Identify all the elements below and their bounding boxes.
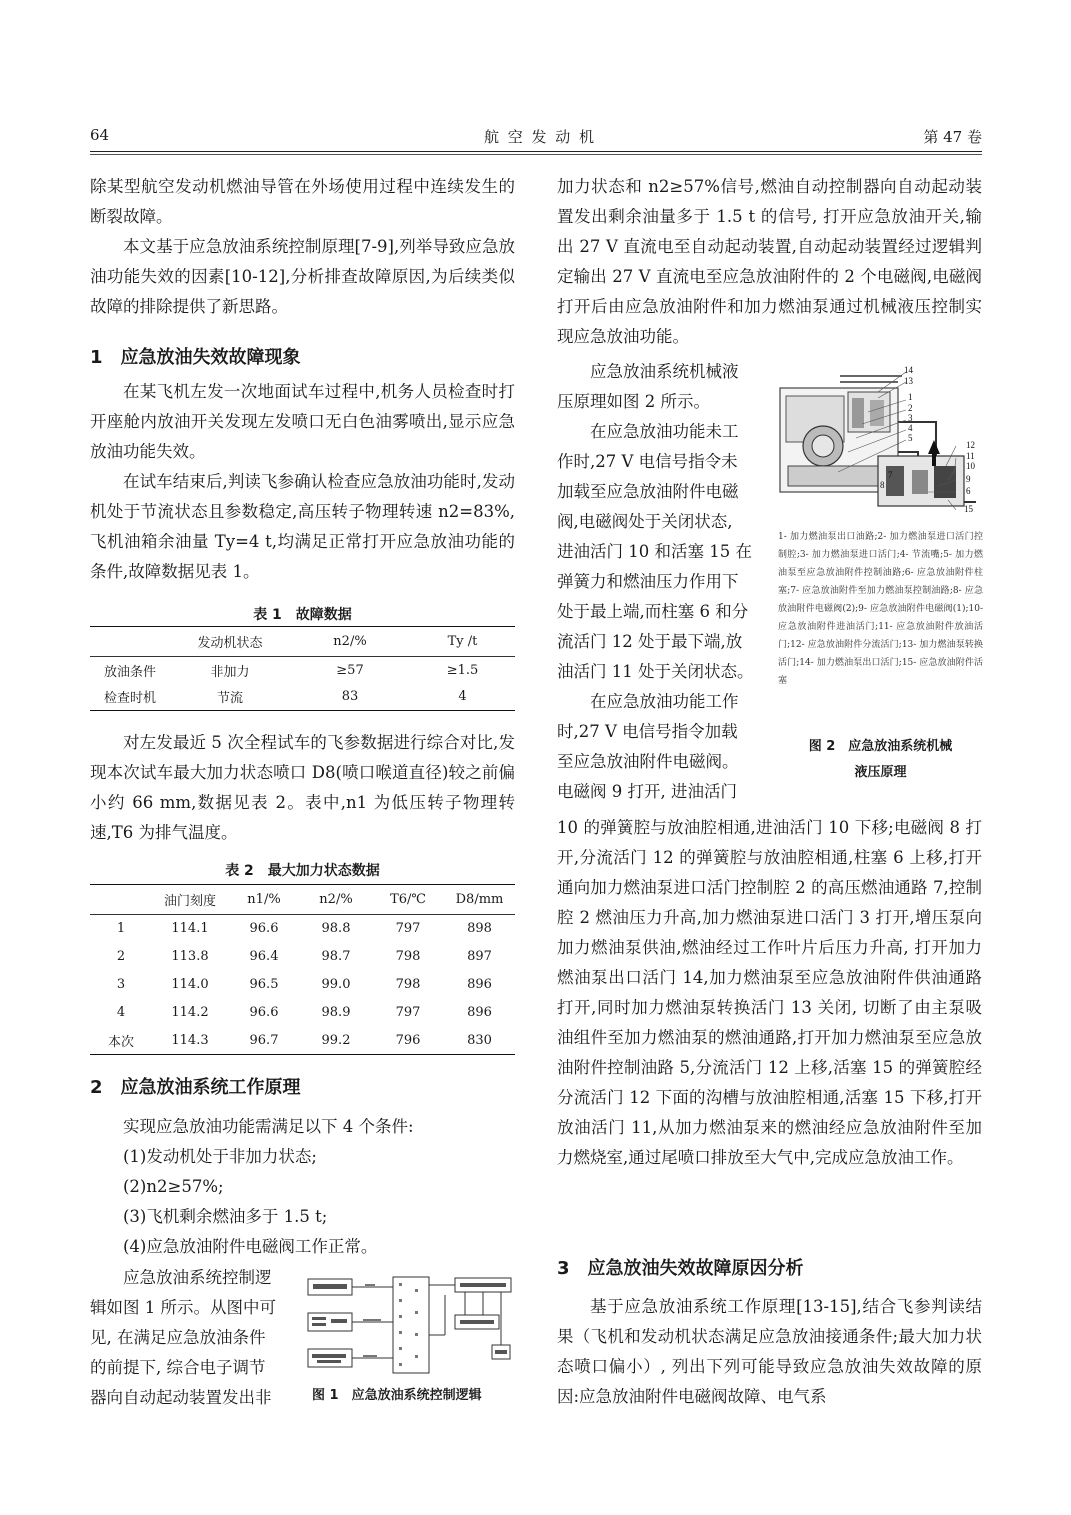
fig2-label: 10 bbox=[966, 461, 975, 471]
condition-item: (2)n2≥57%; bbox=[123, 1177, 224, 1196]
fig2-label: 3 bbox=[908, 413, 913, 423]
table-header-row: 发动机状态 n2/% Ty /t bbox=[90, 627, 515, 657]
paragraph: 加力状态和 n2≥57%信号,燃油自动控制器向自动起动装置发出剩余油量多于 1.5 t 的信号, 打开应急放油开关,输出 27 V 直流电至自动起动装置,自动起动装置经过逻辑判定输出 27 V 直流电至应急放油附件的 2 个电磁阀,电磁阀打开后由应急放油附件和加力燃油泵通过机械液压控制实现应急放油功能。 bbox=[557, 177, 982, 346]
volume-label: 第 47 卷 bbox=[923, 128, 982, 146]
condition-item: (1)发动机处于非加力状态; bbox=[123, 1147, 317, 1166]
fig2-label: 5 bbox=[908, 433, 913, 443]
table-row: 检查时机 节流 83 4 bbox=[90, 684, 515, 711]
fig2-label: 9 bbox=[966, 474, 971, 484]
fig2-label: 8 bbox=[880, 480, 885, 490]
table-row: 本次 114.3 96.7 99.2 796 830 bbox=[90, 1027, 515, 1055]
fig2-label: 1 bbox=[908, 392, 913, 402]
table-row: 放油条件 非加力 ≥57 ≥1.5 bbox=[103, 662, 479, 680]
control-logic-diagram bbox=[305, 1275, 517, 1375]
figure-1 bbox=[305, 1275, 517, 1375]
condition-item: (4)应急放油附件电磁阀工作正常。 bbox=[123, 1237, 378, 1256]
paragraph: 在某飞机左发一次地面试车过程中,机务人员检查时打开座舱内放油开关发现左发喷口无白色油雾喷出,显示应急放油功能失效。 bbox=[90, 382, 515, 461]
paragraph: 在试车结束后,判读飞参确认检查应急放油功能时,发动机处于节流状态且参数稳定,高压转子物理转速 n2=83%,飞机油箱余油量 Ty=4 t,均满足正常打开应急放油功能的条件,故障数据见表 1。 bbox=[90, 472, 515, 581]
fig2-caption: 图 2 应急放油系统机械 液压原理 bbox=[808, 739, 953, 780]
table-row: 4 114.2 96.6 98.9 797 896 bbox=[116, 1005, 492, 1020]
hydraulic-diagram bbox=[778, 362, 982, 522]
header-rule-thin bbox=[90, 154, 982, 155]
table-row: 2 113.8 96.4 98.7 798 897 bbox=[116, 949, 492, 964]
figure-2 bbox=[778, 362, 982, 522]
right-column bbox=[557, 172, 982, 352]
fig2-wrap-text: 应急放油系统机械液 压原理如图 2 所示。 在应急放油功能未工 作时,27 V 电信号指令未 加载至应急放油附件电磁 阀,电磁阀处于关闭状态, 进油活门 10 和活塞 15 在 弹簧力和燃油压力作用下 处于最上端,而柱塞 6 和分 流活门 12 处于最下端,放 油活门 11 处于关闭状态。 在应急放油功能工作 时,27 V 电信号指令加载 至应急放油附件电磁阀。 电磁阀 9 打开, 进油活门 bbox=[557, 362, 754, 801]
paragraph: 10 的弹簧腔与放油腔相通,进油活门 10 下移;电磁阀 8 打开,分流活门 12 的弹簧腔与放油腔相通,柱塞 6 上移,打开通向加力燃油泵进口活门控制腔 2 的高压燃油通路 7,控制腔 2 燃油压力升高,加力燃油泵进口活门 3 打开,增压泵向加力燃油泵供油,燃油经过工作叶片后压力升高, 打开加力燃油泵出口活门 14,加力燃油泵至应急放油附件供油通路打开,同时加力燃油泵转换活门 13 关闭, 切断了由主泵吸油组件至加力燃油泵的燃油通路,打开加力燃油泵至应急放油附件控制油路 5,分流活门 12 上移,活塞 15 的弹簧腔经分流活门 12 下面的沟槽与放油腔相通,活塞 15 下移,打开放油活门 11,从加力燃油泵来的燃油经应急放油附件至加力燃烧室,通过尾喷口排放至大气中,完成应急放油工作。 bbox=[557, 818, 982, 1167]
fig2-label: 6 bbox=[966, 486, 971, 496]
left-column-s1 bbox=[90, 377, 515, 587]
fig2-label: 13 bbox=[904, 376, 913, 386]
right-column-p3 bbox=[557, 1292, 982, 1412]
fig2-label: 11 bbox=[966, 451, 975, 461]
left-column bbox=[90, 172, 515, 322]
conditions-block bbox=[90, 1112, 515, 1262]
table-2 bbox=[90, 884, 515, 1055]
table-row: 1 114.1 96.6 98.8 797 898 bbox=[116, 921, 492, 937]
fig2-legend: 1- 加力燃油泵出口油路;2- 加力燃油泵进口活门控制腔;3- 加力燃油泵进口活门;4- 节流嘴;5- 加力燃油泵至应急放油附件控制油路;6- 应急放油附件柱塞;7- 应急放油附件至加力燃油泵控制油路;8- 应急放油附件电磁阀(2);9- 应急放油附件电磁阀(1);10- 应急放油附件进油活门;11- 应急放油附件放油活门;12- 应急放油附件分流活门;13- 加力燃油泵转换活门;14- 加力燃油泵出口活门;15- 应急放油附件活塞 bbox=[778, 532, 983, 686]
table2-caption: 表 2 最大加力状态数据 bbox=[225, 863, 380, 879]
fig2-label: 12 bbox=[966, 440, 975, 450]
table-1 bbox=[90, 626, 515, 711]
paragraph: 除某型航空发动机燃油导管在外场使用过程中连续发生的断裂故障。 bbox=[90, 177, 515, 226]
paragraph: 基于应急放油系统工作原理[13-15],结合飞参判读结果（飞机和发动机状态满足应急放油接通条件;最大加力状态喷口偏小）, 列出下列可能导致应急放油失效故障的原因:应急放油附件电磁阀故障、电气系 bbox=[557, 1297, 982, 1406]
fig2-label: 14 bbox=[904, 365, 913, 375]
section-heading-1: 1 应急放油失效故障现象 bbox=[90, 347, 301, 368]
condition-item: (3)飞机剩余燃油多于 1.5 t; bbox=[123, 1207, 328, 1226]
fig1-caption: 图 1 应急放油系统控制逻辑 bbox=[312, 1388, 482, 1403]
section-heading-2: 2 应急放油系统工作原理 bbox=[90, 1077, 301, 1098]
header-rule bbox=[90, 151, 982, 152]
fig2-label: 15 bbox=[964, 504, 973, 514]
paragraph: 本文基于应急放油系统控制原理[7-9],列举导致应急放油功能失效的因素[10-12],分析排查故障原因,为后续类似故障的排除提供了新思路。 bbox=[90, 237, 515, 316]
table1-caption: 表 1 故障数据 bbox=[253, 607, 352, 623]
page-number: 64 bbox=[90, 126, 110, 144]
table-row: 3 114.0 96.5 99.0 798 896 bbox=[116, 977, 492, 992]
paragraph: 对左发最近 5 次全程试车的飞参数据进行综合对比,发现本次试车最大加力状态喷口 D8(喷口喉道直径)较之前偏小约 66 mm,数据见表 2。表中,n1 为低压转子物理转速,T6 为排气温度。 bbox=[90, 733, 515, 842]
fig2-label: 7 bbox=[888, 470, 893, 480]
table-header-row: 油门刻度 n1/% n2/% T6/℃ D8/mm bbox=[90, 885, 515, 915]
fig1-wrap-text: 应急放油系统控制逻 辑如图 1 所示。从图中可 见, 在满足应急放油条件 的前提下, 综合电子调节 器向自动起动装置发出非 bbox=[90, 1268, 276, 1407]
left-column-p5 bbox=[90, 728, 515, 848]
fig2-label: 4 bbox=[908, 423, 913, 433]
journal-title: 航 空 发 动 机 bbox=[483, 128, 597, 146]
right-column-p2 bbox=[557, 813, 982, 1173]
paragraph: 实现应急放油功能需满足以下 4 个条件: bbox=[123, 1117, 414, 1136]
section-heading-3: 3 应急放油失效故障原因分析 bbox=[557, 1258, 804, 1279]
fig2-label: 2 bbox=[908, 403, 913, 413]
